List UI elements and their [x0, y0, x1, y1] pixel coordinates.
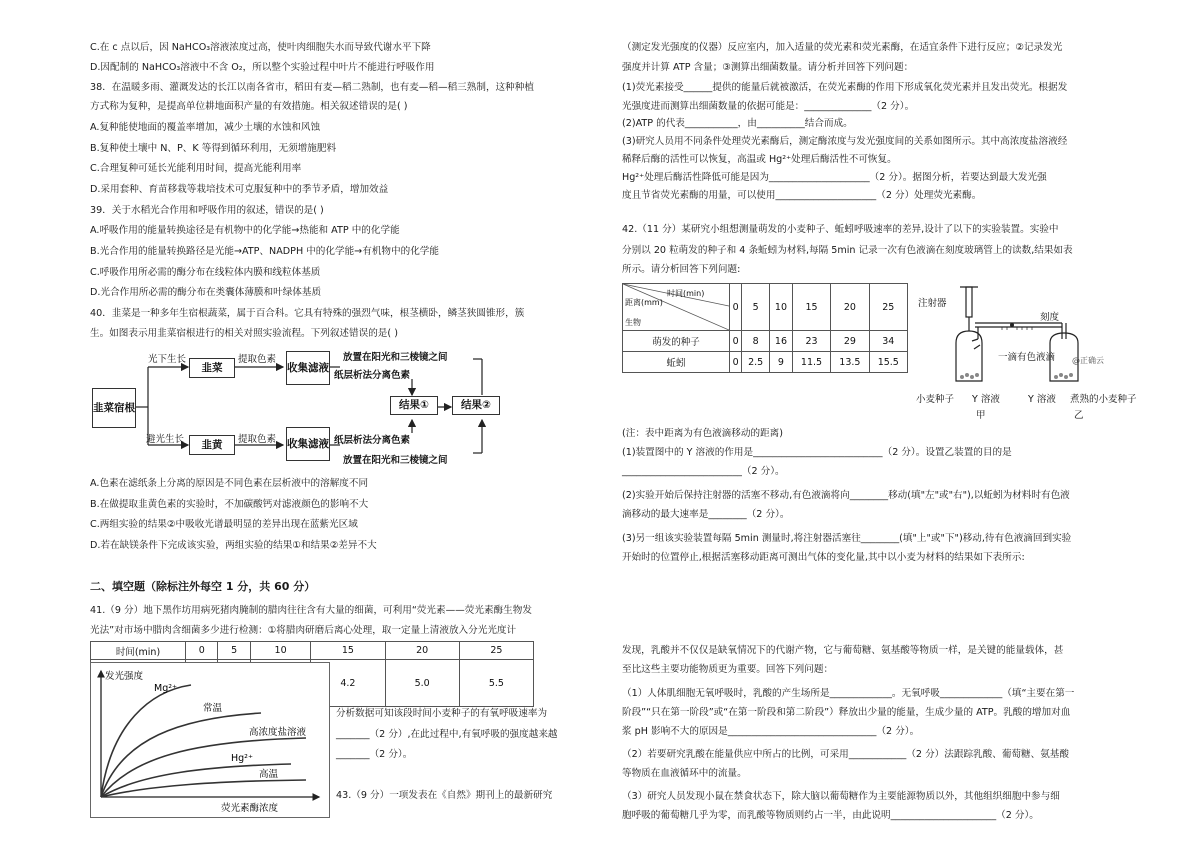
table-cell: 0	[730, 331, 742, 352]
watermark: @正确云	[1072, 356, 1104, 365]
text-line: 光法”对市场中腊肉含细菌多少进行检测：①将腊肉研磨后离心处理，取一定量上清液放入分光光度计	[90, 625, 517, 636]
header-distance: 距离(mm)	[625, 298, 663, 307]
table-cell: 15.5	[869, 352, 907, 373]
table-cell: 5	[218, 642, 250, 660]
flow-label-light: 光下生长	[148, 354, 187, 365]
table-cell: 萌发的种子	[623, 331, 730, 352]
question-41: 41.（9 分）地下黑作坊用病死猪肉腌制的腊肉往往含有大量的细菌，可利用“荧光素——荧光素酶生物发	[90, 605, 532, 616]
table-cell: 9	[770, 352, 793, 373]
label-jia: 甲	[976, 410, 986, 421]
table-cell: 16	[770, 331, 793, 352]
table-cell: 23	[792, 331, 830, 352]
table-note: (注：表中距离为有色液滴移动的距离)	[622, 428, 783, 439]
text-line: 度且节省荧光素酶的用量，可以使用_____________________（2 分）处理荧光素酶。	[622, 190, 982, 201]
series-line-salt	[101, 738, 306, 797]
label-drop: 一滴有色液滴	[998, 352, 1056, 363]
option-c: C.呼吸作用所必需的酶分布在线粒体内膜和线粒体基质	[90, 267, 321, 278]
option-d: D.若在缺镁条件下完成该实验，两组实验的结果①和结果②差异不大	[90, 540, 377, 551]
option-c: C.合理复种可延长光能利用时间，提高光能利用率	[90, 163, 302, 174]
option-b: B.复种使土壤中 N、P、K 等得到循环利用，无须增施肥料	[90, 143, 337, 154]
apparatus-diagram	[912, 283, 1137, 423]
option-a: A.呼吸作用的能量转换途径是有机物中的化学能→热能和 ATP 中的化学能	[90, 225, 400, 236]
label-y-solution-1: Y 溶液	[972, 394, 1000, 405]
label-wheat: 小麦种子	[916, 394, 955, 405]
flow-label-paper: 纸层析法分离色素	[334, 435, 411, 446]
table-cell: 0	[186, 642, 218, 660]
table-cell: 时间(min)	[91, 642, 186, 660]
table-cell: 8	[742, 331, 770, 352]
flow-result-2: 结果②	[452, 396, 500, 415]
text-line: Hg²⁺处理后酶活性降低可能是因为_____________________（2 分）。据图分析，若要达到最大发光强	[622, 172, 1047, 183]
text-line: 滴移动的最大速率是________（2 分）。	[622, 509, 790, 520]
question-38: 38．在温暖多雨、灌溉发达的长江以南各省市，稻田有麦—稻二熟制，也有麦—稻—稻三熟制，这种种植	[90, 82, 534, 93]
flow-label-extract: 提取色素	[238, 434, 277, 445]
text-line: 光强度进而测算出细菌数量的依据可能是：______________（2 分）。	[622, 101, 915, 112]
table-cell: 20	[385, 642, 459, 660]
table-cell: 11.5	[792, 352, 830, 373]
table-cell: 15	[311, 642, 385, 660]
text-line: (3)研究人员用不同条件处理荧光素酶后，测定酶浓度与发光强度间的关系如图所示。其中高浓度盐溶液经	[622, 136, 1068, 147]
colored-drop	[1010, 323, 1014, 327]
text-line: 浆 pH 影响不大的原因是_______________________________（2 分）。	[622, 726, 920, 737]
text-line: 分析数据可知该段时间小麦种子的有氧呼吸速率为	[336, 708, 548, 719]
text-line: 方式称为复种，是提高单位耕地面积产量的有效措施。相关叙述错误的是( )	[90, 101, 408, 112]
table-cell: 15	[792, 284, 830, 331]
table-cell: 5	[742, 284, 770, 331]
table-cell: 0	[730, 284, 742, 331]
text-line: 稀释后酶的活性可以恢复，高温或 Hg²⁺处理后酶活性不可恢复。	[622, 154, 897, 165]
table-header-row	[623, 284, 908, 331]
label-y-solution-2: Y 溶液	[1028, 394, 1056, 405]
label-yi: 乙	[1074, 410, 1084, 421]
text-line: 胞呼吸的葡萄糖几乎为零，而乳酸等物质则约占一半，由此说明______________________（2 分）。	[622, 810, 1039, 821]
question-43: 43.（9 分）一项发表在《自然》期刊上的最新研究	[336, 790, 553, 801]
header-time: 时间(min)	[667, 289, 705, 298]
header-organism: 生物	[625, 318, 641, 327]
text-line: (1)装置图中的 Y 溶液的作用是___________________________（2 分）。设置乙装置的目的是	[622, 447, 1012, 458]
option-a: A.复种能使地面的覆盖率增加，减少土壤的水蚀和风蚀	[90, 122, 321, 133]
table-cell: 13.5	[831, 352, 869, 373]
table-cell: 29	[831, 331, 869, 352]
question-39: 39．关于水稻光合作用和呼吸作用的叙述，错误的是( )	[90, 205, 324, 216]
table-cell: 10	[770, 284, 793, 331]
table-row	[623, 331, 908, 352]
distance-table	[622, 283, 908, 373]
table-cell: 0	[730, 352, 742, 373]
table-cell: 2.5	[742, 352, 770, 373]
text-line: 所示。请分析回答下列问题:	[622, 264, 741, 275]
text-line: D.因配制的 NaHCO₃溶液中不含 O₂，所以整个实验过程中叶片不能进行呼吸作用	[90, 62, 435, 73]
luminescence-chart	[90, 662, 330, 818]
table-cell: 25	[869, 284, 907, 331]
table-row	[623, 352, 908, 373]
text-line: 阶段”“只在第一阶段”或“在第一阶段和第二阶段”）释放出少量的能量，生成少量的 ATP。乳酸的增加对血	[622, 707, 1071, 718]
option-b: B.光合作用的能量转换路径是光能→ATP、NADPH 中的化学能→有机物中的化学能	[90, 246, 439, 257]
flow-label-dark: 避光生长	[146, 434, 185, 445]
text-line: 开始时的位置停止,根据活塞移动距离可测出气体的变化量,其中以小麦为材料的结果如下表所示:	[622, 552, 1025, 563]
flow-label-extract: 提取色素	[238, 354, 277, 365]
flow-chive: 韭菜	[189, 358, 235, 378]
table-cell: 4.2	[311, 660, 385, 707]
flow-collect-1: 收集滤液	[286, 351, 330, 385]
table-cell: 34	[869, 331, 907, 352]
table-cell: 5.5	[459, 660, 533, 707]
series-label-salt: 高浓度盐溶液	[249, 727, 307, 738]
chart-svg	[91, 663, 329, 817]
flow-yellow-chive: 韭黄	[189, 435, 235, 455]
question-42: 42.（11 分）某研究小组想测量萌发的小麦种子、蚯蚓呼吸速率的差异,设计了以下的实验装置。实验中	[622, 224, 1059, 235]
table-cell: 蚯蚓	[623, 352, 730, 373]
table-cell: 25	[459, 642, 533, 660]
flow-root: 韭菜宿根	[92, 388, 136, 428]
option-a: A.色素在滤纸条上分离的原因是不同色素在层析液中的溶解度不同	[90, 478, 369, 489]
y-axis-label: 发光强度	[105, 671, 144, 682]
text-line: _______（2 分）,在此过程中,有氧呼吸的强度越来越	[336, 729, 558, 740]
question-40: 40．韭菜是一种多年生宿根蔬菜，属于百合科。它具有特殊的强烈气味，根茎横卧，鳞茎狭圆锥形，簇	[90, 308, 525, 319]
text-line: 分别以 20 粒萌发的种子和 4 条蚯蚓为材料,每隔 5min 记录一次有色液滴在刻度玻璃管上的读数,结果如表	[622, 245, 1073, 256]
text-line: （1）人体肌细胞无氧呼吸时，乳酸的产生场所是_____________。无氧呼吸_____________（填“主要在第一	[622, 688, 1075, 699]
text-line: (3)另一组该实验装置每隔 5min 测量时,将注射器活塞往________(填"上"或"下")移动,待有色液滴回到实验	[622, 533, 1072, 544]
option-d: D.采用套种、育苗移栽等栽培技术可克服复种中的季节矛盾，增加效益	[90, 184, 389, 195]
option-c: C.两组实验的结果②中吸收光谱最明显的差异出现在蓝紫光区域	[90, 519, 358, 530]
text-line: 等物质在血液循环中的流量。	[622, 768, 747, 779]
text-line: 生。如图表示用韭菜宿根进行的相关对照实验流程。下列叙述错误的是( )	[90, 328, 398, 339]
option-b: B.在做提取韭黄色素的实验时，不加碳酸钙对滤液颜色的影响不大	[90, 499, 369, 510]
text-line: 至比这些主要功能物质更为重要。回答下列问题：	[622, 664, 834, 675]
table-cell: 20	[831, 284, 869, 331]
flow-label-prism: 放置在阳光和三棱镜之间	[343, 455, 448, 466]
label-syringe: 注射器	[918, 298, 947, 309]
flow-result-1: 结果①	[390, 396, 438, 415]
text-line: _______（2 分）。	[336, 749, 413, 760]
text-line: （3）研究人员发现小鼠在禁食状态下，除大脑以葡萄糖作为主要能源物质以外，其他组织细胞中参与细	[622, 791, 1060, 802]
series-line-heat	[101, 780, 306, 797]
option-d: D.光合作用所必需的酶分布在类囊体薄膜和叶绿体基质	[90, 287, 322, 298]
series-label-normal: 常温	[203, 703, 223, 714]
text-line: 强度并计算 ATP 含量；③测算出细菌数量。请分析并回答下列问题：	[622, 62, 914, 73]
series-label-heat: 高温	[259, 769, 279, 780]
series-label-mg: Mg²⁺	[154, 683, 178, 694]
label-scale: 刻度	[1040, 312, 1060, 323]
series-label-hg: Hg²⁺	[231, 753, 253, 764]
text-line: （2）若要研究乳酸在能量供应中所占的比例，可采用____________（2 分）法跟踪乳酸、葡萄糖、氨基酸	[622, 749, 1069, 760]
table-header-row	[91, 642, 534, 660]
text-line: (2)实验开始后保持注射器的活塞不移动,有色液滴将向________移动(填"左"或"右"),以蚯蚓为材料时有色液	[622, 490, 1070, 501]
text-line: _________________________（2 分）。	[622, 466, 785, 477]
x-axis-label: 荧光素酶浓度	[221, 803, 279, 814]
table-cell: 5.0	[385, 660, 459, 707]
flow-label-paper: 纸层析法分离色素	[334, 370, 411, 381]
text-line: (2)ATP 的代表___________，由__________结合而成。	[622, 118, 853, 129]
label-boiled-wheat: 煮熟的小麦种子	[1070, 394, 1137, 405]
text-line: （测定发光强度的仪器）反应室内，加入适量的荧光素和荧光素酶，在适宜条件下进行反应；②记录发光	[622, 42, 1063, 53]
section-heading: 二、填空题（除标注外每空 1 分，共 60 分）	[90, 580, 316, 593]
flow-label-prism: 放置在阳光和三棱镜之间	[343, 352, 448, 363]
text-line: C.在 c 点以后，因 NaHCO₃溶液浓度过高，使叶肉细胞失水而导致代谢水平下降	[90, 42, 431, 53]
text-line: (1)荧光素接受______提供的能量后就被激活，在荧光素酶的作用下形成氧化荧光素并且发出荧光。根据发	[622, 82, 1068, 93]
diagonal-header-cell	[623, 284, 730, 331]
text-line: 发现，乳酸并不仅仅是缺氧情况下的代谢产物，它与葡萄糖、氨基酸等物质一样，是关键的能量载体，甚	[622, 645, 1064, 656]
flow-collect-2: 收集滤液	[286, 427, 330, 461]
table-cell: 10	[250, 642, 310, 660]
